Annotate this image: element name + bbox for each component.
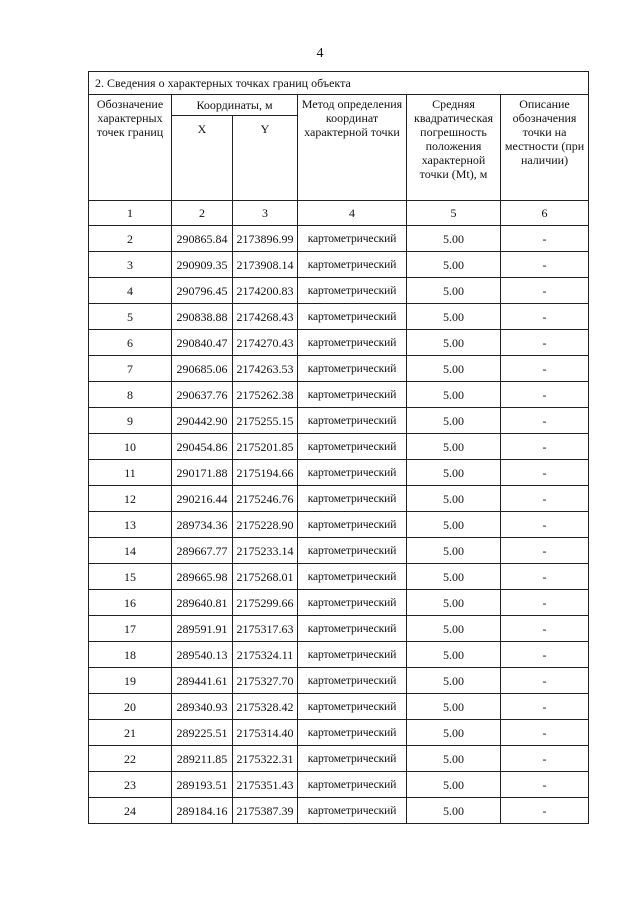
cell-x: 290840.47 [172, 330, 233, 356]
cell-error: 5.00 [407, 798, 501, 824]
cell-y: 2175299.66 [233, 590, 298, 616]
characteristic-points-table [88, 71, 589, 824]
cell-description: - [501, 616, 589, 642]
cell-description: - [501, 668, 589, 694]
cell-error: 5.00 [407, 590, 501, 616]
cell-x: 290454.86 [172, 434, 233, 460]
cell-method: картометрический [298, 382, 407, 408]
cell-x: 289225.51 [172, 720, 233, 746]
cell-x: 290838.88 [172, 304, 233, 330]
cell-y: 2175201.85 [233, 434, 298, 460]
cell-point: 3 [89, 252, 172, 278]
cell-y: 2173908.14 [233, 252, 298, 278]
cell-method: картометрический [298, 538, 407, 564]
table-body [89, 226, 589, 824]
table-row [89, 278, 589, 304]
cell-error: 5.00 [407, 746, 501, 772]
cell-error: 5.00 [407, 252, 501, 278]
cell-description: - [501, 694, 589, 720]
cell-x: 290216.44 [172, 486, 233, 512]
cell-description: - [501, 512, 589, 538]
cell-error: 5.00 [407, 564, 501, 590]
table-row [89, 486, 589, 512]
cell-description: - [501, 356, 589, 382]
cell-method: картометрический [298, 642, 407, 668]
cell-method: картометрический [298, 512, 407, 538]
column-number: 2 [172, 201, 233, 226]
cell-point: 24 [89, 798, 172, 824]
cell-y: 2174200.83 [233, 278, 298, 304]
cell-y: 2174270.43 [233, 330, 298, 356]
cell-method: картометрический [298, 226, 407, 252]
cell-description: - [501, 330, 589, 356]
cell-error: 5.00 [407, 356, 501, 382]
table-row [89, 226, 589, 252]
cell-x: 289640.81 [172, 590, 233, 616]
cell-description: - [501, 252, 589, 278]
cell-description: - [501, 720, 589, 746]
header-x: X [172, 116, 233, 201]
cell-point: 9 [89, 408, 172, 434]
cell-y: 2175322.31 [233, 746, 298, 772]
cell-point: 18 [89, 642, 172, 668]
table-row [89, 694, 589, 720]
column-number: 5 [407, 201, 501, 226]
cell-x: 289591.91 [172, 616, 233, 642]
cell-point: 19 [89, 668, 172, 694]
cell-error: 5.00 [407, 460, 501, 486]
cell-x: 290909.35 [172, 252, 233, 278]
cell-x: 289184.16 [172, 798, 233, 824]
cell-point: 16 [89, 590, 172, 616]
cell-y: 2175317.63 [233, 616, 298, 642]
cell-x: 289193.51 [172, 772, 233, 798]
cell-point: 11 [89, 460, 172, 486]
cell-description: - [501, 226, 589, 252]
cell-point: 2 [89, 226, 172, 252]
table-row [89, 590, 589, 616]
cell-description: - [501, 304, 589, 330]
cell-y: 2175327.70 [233, 668, 298, 694]
table-row [89, 408, 589, 434]
cell-error: 5.00 [407, 694, 501, 720]
table-row [89, 460, 589, 486]
cell-error: 5.00 [407, 538, 501, 564]
cell-point: 12 [89, 486, 172, 512]
cell-description: - [501, 434, 589, 460]
cell-description: - [501, 590, 589, 616]
table-row [89, 668, 589, 694]
cell-y: 2175314.40 [233, 720, 298, 746]
cell-point: 4 [89, 278, 172, 304]
table-row [89, 538, 589, 564]
table-row [89, 434, 589, 460]
cell-point: 21 [89, 720, 172, 746]
cell-method: картометрический [298, 252, 407, 278]
cell-error: 5.00 [407, 720, 501, 746]
cell-y: 2173896.99 [233, 226, 298, 252]
cell-error: 5.00 [407, 382, 501, 408]
table-row [89, 642, 589, 668]
cell-y: 2175324.11 [233, 642, 298, 668]
cell-method: картометрический [298, 408, 407, 434]
table-row [89, 798, 589, 824]
cell-x: 290685.06 [172, 356, 233, 382]
cell-y: 2175194.66 [233, 460, 298, 486]
cell-description: - [501, 460, 589, 486]
cell-method: картометрический [298, 434, 407, 460]
table-row [89, 512, 589, 538]
cell-point: 13 [89, 512, 172, 538]
table-row [89, 616, 589, 642]
cell-point: 15 [89, 564, 172, 590]
cell-method: картометрический [298, 304, 407, 330]
cell-x: 289340.93 [172, 694, 233, 720]
cell-x: 289665.98 [172, 564, 233, 590]
cell-x: 289540.13 [172, 642, 233, 668]
cell-x: 289441.61 [172, 668, 233, 694]
cell-x: 290171.88 [172, 460, 233, 486]
table-row [89, 720, 589, 746]
cell-x: 289734.36 [172, 512, 233, 538]
cell-y: 2175387.39 [233, 798, 298, 824]
cell-y: 2175246.76 [233, 486, 298, 512]
cell-method: картометрический [298, 746, 407, 772]
header-method: Метод определения координат характерной точки [298, 95, 407, 201]
header-point: Обозначение характерных точек границ [89, 95, 172, 201]
column-number: 3 [233, 201, 298, 226]
cell-point: 20 [89, 694, 172, 720]
cell-error: 5.00 [407, 642, 501, 668]
table-row [89, 564, 589, 590]
cell-y: 2175233.14 [233, 538, 298, 564]
cell-error: 5.00 [407, 512, 501, 538]
table-row [89, 356, 589, 382]
cell-method: картометрический [298, 460, 407, 486]
cell-point: 10 [89, 434, 172, 460]
cell-x: 290637.76 [172, 382, 233, 408]
cell-y: 2175255.15 [233, 408, 298, 434]
cell-x: 289211.85 [172, 746, 233, 772]
cell-point: 22 [89, 746, 172, 772]
cell-description: - [501, 278, 589, 304]
cell-method: картометрический [298, 356, 407, 382]
cell-error: 5.00 [407, 226, 501, 252]
cell-y: 2175228.90 [233, 512, 298, 538]
cell-y: 2175328.42 [233, 694, 298, 720]
cell-method: картометрический [298, 668, 407, 694]
cell-error: 5.00 [407, 408, 501, 434]
cell-error: 5.00 [407, 616, 501, 642]
table-row [89, 382, 589, 408]
column-number: 1 [89, 201, 172, 226]
cell-description: - [501, 642, 589, 668]
cell-method: картометрический [298, 798, 407, 824]
cell-point: 5 [89, 304, 172, 330]
cell-method: картометрический [298, 564, 407, 590]
cell-point: 14 [89, 538, 172, 564]
cell-error: 5.00 [407, 278, 501, 304]
cell-point: 7 [89, 356, 172, 382]
cell-x: 290865.84 [172, 226, 233, 252]
cell-error: 5.00 [407, 772, 501, 798]
cell-y: 2174263.53 [233, 356, 298, 382]
cell-y: 2175351.43 [233, 772, 298, 798]
cell-point: 6 [89, 330, 172, 356]
cell-description: - [501, 746, 589, 772]
cell-method: картометрический [298, 278, 407, 304]
cell-method: картометрический [298, 486, 407, 512]
cell-y: 2174268.43 [233, 304, 298, 330]
cell-method: картометрический [298, 330, 407, 356]
header-error: Средняя квадратическая погрешность положения характерной точки (Mt), м [407, 95, 501, 201]
cell-point: 17 [89, 616, 172, 642]
table-row [89, 304, 589, 330]
cell-error: 5.00 [407, 304, 501, 330]
table-row [89, 252, 589, 278]
cell-error: 5.00 [407, 330, 501, 356]
section-title: 2. Сведения о характерных точках границ объекта [89, 72, 589, 95]
table-row [89, 330, 589, 356]
cell-method: картометрический [298, 720, 407, 746]
table-row [89, 746, 589, 772]
cell-method: картометрический [298, 772, 407, 798]
cell-error: 5.00 [407, 434, 501, 460]
cell-description: - [501, 486, 589, 512]
cell-description: - [501, 798, 589, 824]
cell-point: 8 [89, 382, 172, 408]
column-numbers-row [89, 201, 589, 226]
cell-x: 290442.90 [172, 408, 233, 434]
cell-description: - [501, 408, 589, 434]
header-coords: Координаты, м [172, 95, 298, 116]
cell-method: картометрический [298, 694, 407, 720]
cell-method: картометрический [298, 616, 407, 642]
cell-description: - [501, 772, 589, 798]
table-row [89, 772, 589, 798]
cell-error: 5.00 [407, 668, 501, 694]
cell-description: - [501, 564, 589, 590]
cell-point: 23 [89, 772, 172, 798]
cell-method: картометрический [298, 590, 407, 616]
cell-y: 2175262.38 [233, 382, 298, 408]
header-description: Описание обозначения точки на местности (при наличии) [501, 95, 589, 201]
cell-x: 289667.77 [172, 538, 233, 564]
page-number: 4 [316, 46, 324, 61]
cell-description: - [501, 538, 589, 564]
header-y: Y [233, 116, 298, 201]
column-number: 4 [298, 201, 407, 226]
cell-error: 5.00 [407, 486, 501, 512]
cell-description: - [501, 382, 589, 408]
cell-y: 2175268.01 [233, 564, 298, 590]
cell-x: 290796.45 [172, 278, 233, 304]
column-number: 6 [501, 201, 589, 226]
